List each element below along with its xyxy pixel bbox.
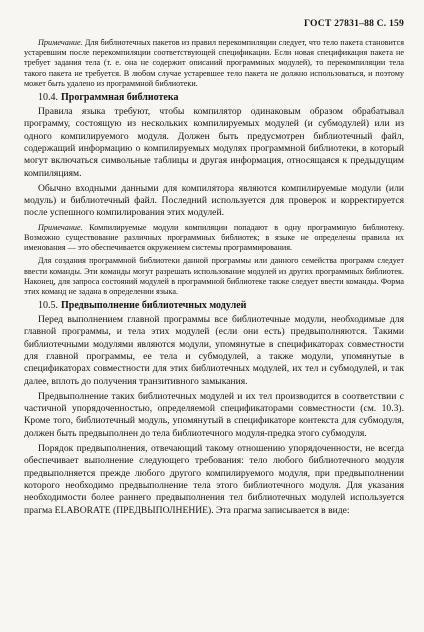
body-paragraph: Предвыполнение таких библиотечных модулей и их тел производится в соответствии с частичной упорядоченностью, определяемой спецификаторами совместности (см. 10.3). Кроме того, библиотечный модуль, упомянутый в спецификаторе контекста для субмодуля, должен быть предвыполнен до тела библиотечного модуля-предка этого субмодуля. [24,390,404,439]
section-number: 10.4. [38,92,58,104]
section-title: Программная библиотека [61,92,179,104]
body-paragraph: Порядок предвыполнения, отвечающий такому отношению упорядоченности, не всегда обеспечивает выполнение следующего требования: тело любого библиотечного модуля предвыполняется прежде любого другого компилируемого модуля, при предвыполнении которого необходимо предвыполнение тела этого библиотечного модуля. Для указания необходимости более раннего предвыполнения тел библиотечных модулей используется прагма ELABORATE (ПРЕДВЫПОЛНЕНИЕ). Эта прагма записывается в виде: [24,443,404,516]
page-header: ГОСТ 27831–88 С. 159 [303,18,404,29]
body-paragraph: Правила языка требуют, чтобы компилятор одинаковым образом обрабатывал программу, состоящую из нескольких компилируемых модулей (и субмодулей) или из одного компилируемого модуля. Должен быть предусмотрен библиотечный файл, содержащий информацию о компилируемых модулях программной библиотеки, в который могут включаться символьные таблицы и другая информация, относящаяся к предыдущим компиляциям. [24,106,404,179]
note-text: Компилируемые модули компиляции попадают в одну программную библиотеку. Возможно существование различных программных библиотек; в языке не определены правила их именования — это обеспечивается окружением системы программирования. [24,222,404,253]
small-paragraph: Для создания программной библиотеки данной программы или данного семейства программ следует ввести команды. Эти команды могут разрешать использование модулей из других программных библиотек. Наконец, для запроса состояний модулей в программной библиотеке также следует ввести команды. Форма этих команд не задана в определении языка. [24,256,404,296]
section-title: Предвыполнение библиотечных модулей [61,300,247,312]
body-paragraph: Обычно входными данными для компилятора являются компилируемые модули (или модуль) и библиотечный файл. Последний используется для проверок и корректируется после успешного компилирования этих модулей. [24,182,404,219]
note-paragraph [24,38,404,89]
section-heading [38,92,404,104]
body-paragraph: Перед выполнением главной программы все библиотечные модули, необходимые для главной программы, и тела этих модулей (если они есть) предвыполняются. Такими библиотечными модулями являются модули, упомянутые в спецификаторах совместности для главной программы, ее тела и субмодулей, а также модули, упомянутые в спецификаторах совместности для этих библиотечных модулей, их тел и субмодулей, и так далее, вплоть до получения транзитивного замыкания. [24,314,404,387]
section-heading [38,300,404,312]
section-number: 10.5. [38,300,58,312]
note-lead: Примечание. [38,222,83,232]
note-lead: Примечание. [38,38,83,47]
note-text: Для библиотечных пакетов из правил перекомпиляции следует, что тело пакета становится устаревшим после перекомпиляции соответствующей спецификации. Если новая спецификация пакета не требует задания тела (т. е. она не содержит описаний программных модулей), то перекомпиляции тела такого пакета не требуется. В любом случае устаревшее тело пакета не должно использоваться, и поэтому может быть удалено из программной библиотеки. [24,38,404,88]
note-paragraph [24,223,404,254]
